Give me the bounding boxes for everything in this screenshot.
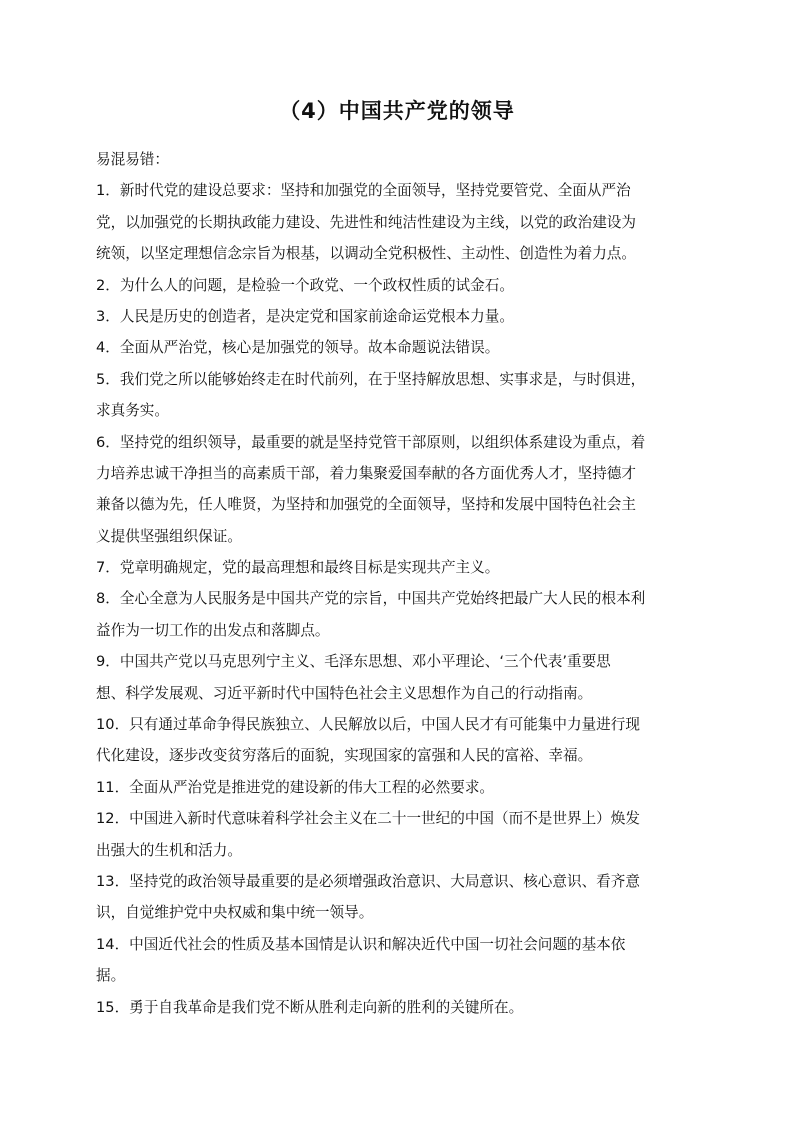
page-title: （4）中国共产党的领导 bbox=[279, 99, 515, 123]
document-body bbox=[96, 144, 700, 1023]
text-line: 据。 bbox=[96, 967, 126, 985]
text-line: 义提供坚强组织保证。 bbox=[96, 527, 242, 545]
text-line: 代化建设，逐步改变贫穷落后的面貌，实现国家的富强和人民的富裕、幸福。 bbox=[96, 747, 593, 765]
text-line: 9．中国共产党以马克思列宁主义、毛泽东思想、邓小平理论、‘三个代表’重要思 bbox=[96, 653, 611, 671]
text-line: 12．中国进入新时代意味着科学社会主义在二十一世纪的中国（而不是世界上）焕发 bbox=[96, 810, 640, 828]
text-line: 4．全面从严治党，核心是加强党的领导。故本命题说法错误。 bbox=[96, 339, 500, 357]
text-line: 党，以加强党的长期执政能力建设、先进性和纯洁性建设为主线，以党的政治建设为 bbox=[96, 213, 636, 231]
text-line: 6．坚持党的组织领导，最重要的就是坚持党管干部原则，以组织体系建设为重点，着 bbox=[96, 433, 646, 451]
section-subheading: 易混易错： bbox=[96, 151, 169, 168]
text-line: 10．只有通过革命争得民族独立、人民解放以后，中国人民才有可能集中力量进行现 bbox=[96, 716, 640, 734]
text-line: 14．中国近代社会的性质及基本国情是认识和解决近代中国一切社会问题的基本依 bbox=[96, 935, 626, 953]
text-line: 3．人民是历史的创造者，是决定党和国家前途命运党根本力量。 bbox=[96, 307, 514, 325]
text-line: 识，自觉维护党中央权威和集中统一领导。 bbox=[96, 904, 374, 922]
text-line: 求真务实。 bbox=[96, 402, 169, 420]
text-line: 5．我们党之所以能够始终走在时代前列，在于坚持解放思想、实事求是，与时俱进， bbox=[96, 370, 646, 388]
text-line: 13．坚持党的政治领导最重要的是必须增强政治意识、大局意识、核心意识、看齐意 bbox=[96, 872, 640, 890]
text-line: 15．勇于自我革命是我们党不断从胜利走向新的胜利的关键所在。 bbox=[96, 998, 524, 1016]
text-line: 力培养忠诚干净担当的高素质干部，着力集聚爱国奉献的各方面优秀人才，坚持德才 bbox=[96, 464, 636, 482]
text-line: 1．新时代党的建设总要求：坚持和加强党的全面领导，坚持党要管党、全面从严治 bbox=[96, 182, 631, 200]
text-line: 益作为一切工作的出发点和落脚点。 bbox=[96, 621, 330, 639]
text-line: 出强大的生机和活力。 bbox=[96, 841, 242, 859]
text-line: 2．为什么人的问题，是检验一个政党、一个政权性质的试金石。 bbox=[96, 276, 514, 294]
text-line: 8．全心全意为人民服务是中国共产党的宗旨，中国共产党始终把最广大人民的根本利 bbox=[96, 590, 646, 608]
text-line: 想、科学发展观、习近平新时代中国特色社会主义思想作为自己的行动指南。 bbox=[96, 684, 593, 702]
text-line: 11．全面从严治党是推进党的建设新的伟大工程的必然要求。 bbox=[96, 778, 495, 796]
text-line: 7．党章明确规定，党的最高理想和最终目标是实现共产主义。 bbox=[96, 559, 500, 577]
text-line: 统领，以坚定理想信念宗旨为根基，以调动全党积极性、主动性、创造性为着力点。 bbox=[96, 245, 636, 263]
text-line: 兼备以德为先，任人唯贤，为坚持和加强党的全面领导，坚持和发展中国特色社会主 bbox=[96, 496, 636, 514]
